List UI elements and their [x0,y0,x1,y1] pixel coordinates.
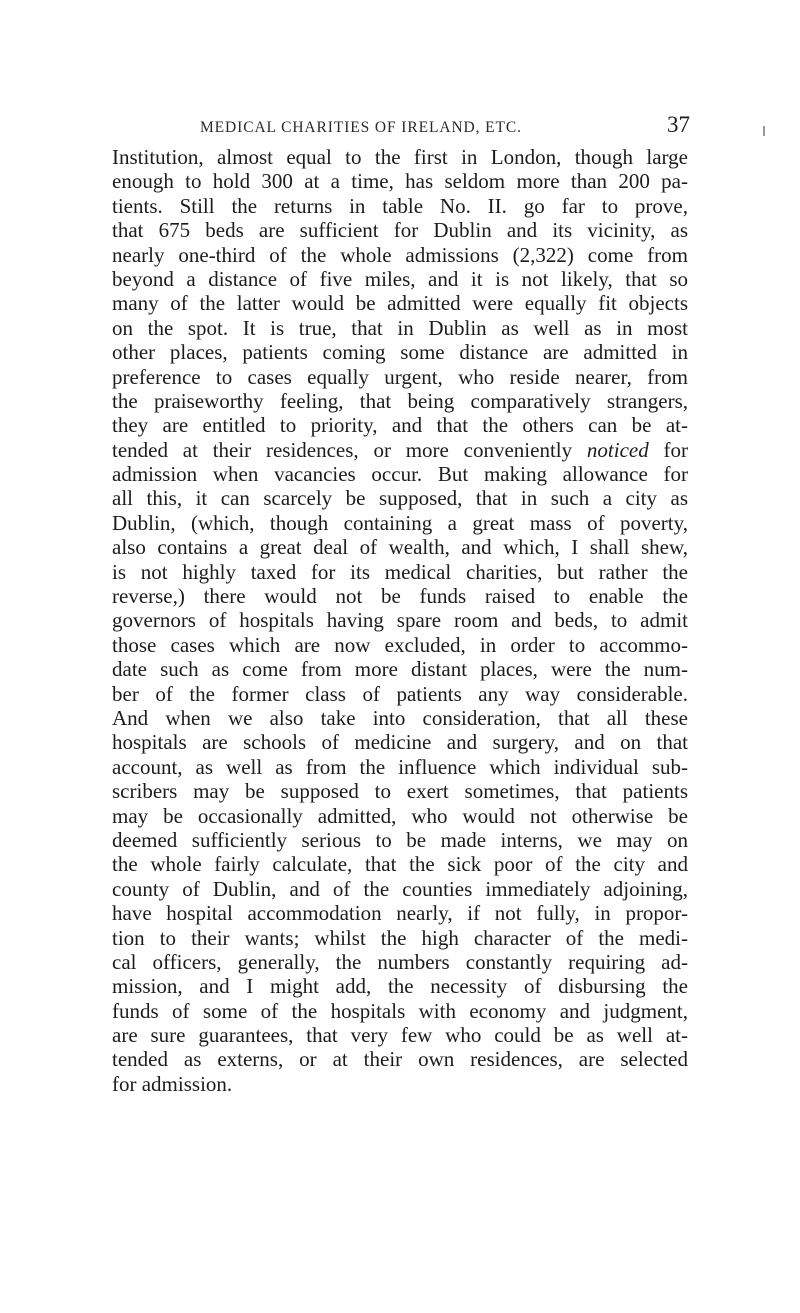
text-line: enough to hold 300 at a time, has seldom more than 200 pa- [112,169,688,194]
text-line: is not highly taxed for its medical charities, but rather the [112,559,688,584]
text-line: tended as externs, or at their own residences, are selected [112,1047,688,1072]
text-line: have hospital accommodation nearly, if not fully, in propor- [112,901,688,926]
text-line: admission when vacancies occur. But making allowance for [112,462,688,487]
text-line: county of Dublin, and of the counties immediately adjoining, [112,876,688,901]
page-number: 37 [667,112,690,137]
text-line: date such as come from more distant places, were the num- [112,657,688,682]
text-line: governors of hospitals having spare room and beds, to admit [112,608,688,633]
text-line: on the spot. It is true, that in Dublin as well as in most [112,315,688,340]
text-line: they are entitled to priority, and that the others can be at- [112,413,688,438]
running-head [110,112,800,142]
text-line: scribers may be supposed to exert sometimes, that patients [112,779,688,804]
text-line: tients. Still the returns in table No. II. go far to prove, [112,193,688,218]
text-line: preference to cases equally urgent, who reside nearer, from [112,364,688,389]
page-edge-mark [763,126,765,136]
text-line: are sure guarantees, that very few who could be as well at- [112,1023,688,1048]
text-line: And when we also take into consideration, that all these [112,705,688,730]
text-line: other places, patients coming some distance are admitted in [112,340,688,365]
text-line: beyond a distance of five miles, and it is not likely, that so [112,266,688,291]
text-line-final: for admission. [112,1071,233,1096]
text-line: account, as well as from the influence which individual sub- [112,754,688,779]
text-line: the whole fairly calculate, that the sick poor of the city and [112,852,688,877]
text-line: deemed sufficiently serious to be made interns, we may on [112,827,688,852]
text-line: funds of some of the hospitals with economy and judgment, [112,998,688,1023]
running-title: MEDICAL CHARITIES OF IRELAND, ETC. [200,119,522,136]
text-line: mission, and I might add, the necessity of disbursing the [112,974,688,999]
text-line: may be occasionally admitted, who would not otherwise be [112,803,688,828]
text-line-with-emphasis [112,438,688,462]
text-segment: tended at their residences, or more conveniently [112,437,587,462]
text-line: tion to their wants; whilst the high character of the medi- [112,925,688,950]
text-line: Institution, almost equal to the first in London, though large [112,145,688,169]
text-line: also contains a great deal of wealth, and which, I shall shew, [112,535,688,560]
body-text [112,145,688,1096]
text-line: the praiseworthy feeling, that being comparatively strangers, [112,388,688,413]
emphasized-word: noticed [586,437,649,462]
text-line: hospitals are schools of medicine and surgery, and on that [112,730,688,755]
text-line: those cases which are now excluded, in order to accommo- [112,632,688,657]
text-line: ber of the former class of patients any way considerable. [112,681,688,706]
text-line: cal officers, generally, the numbers constantly requiring ad- [112,949,688,974]
text-line: all this, it can scarcely be supposed, that in such a city as [112,486,688,511]
text-line: many of the latter would be admitted were equally fit objects [112,291,688,316]
text-line: reverse,) there would not be funds raised to enable the [112,584,688,609]
text-line: that 675 beds are sufficient for Dublin and its vicinity, as [112,218,688,243]
text-line: nearly one-third of the whole admissions (2,322) come from [112,242,688,267]
text-line: Dublin, (which, though containing a great mass of poverty, [112,510,688,535]
text-segment: for [648,437,688,462]
